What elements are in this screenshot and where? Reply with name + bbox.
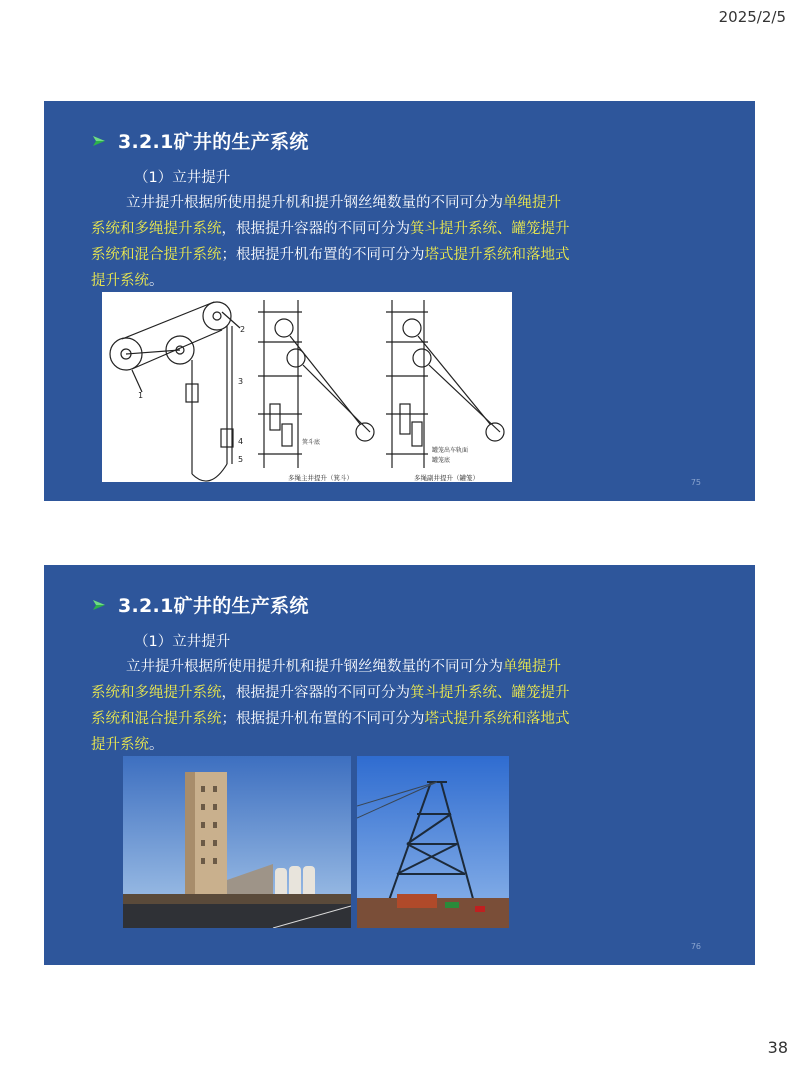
highlight-hoist-rope-types: 单绳提升系统和多绳提升系统 — [91, 659, 561, 701]
highlight-layout-types: 塔式提升系统和落地式提升系统 — [91, 711, 570, 753]
arrow-bullet-icon — [92, 134, 106, 148]
page-number: 38 — [767, 1038, 788, 1057]
highlight-layout-types: 塔式提升系统和落地式提升系统 — [91, 247, 570, 289]
arrow-bullet-icon — [92, 598, 106, 612]
slide-75 — [44, 101, 755, 501]
slide-body: 立井提升根据所使用提升机和提升钢丝绳数量的不同可分为单绳提升系统和多绳提升系统，根据提升容器的不同可分为箕斗提升系统、罐笼提升系统和混合提升系统；根据提升机布置的不同可分为塔式提升系统和落地式提升系统。 — [91, 195, 570, 289]
diagram-note-right-2: 罐笼底 — [432, 457, 451, 464]
diagram-caption-left: 多绳主井提升（箕斗） — [288, 474, 353, 482]
highlight-hoist-rope-types: 单绳提升系统和多绳提升系统 — [91, 195, 561, 237]
tower-hoist-photo — [123, 756, 351, 928]
diagram-note-right-1: 罐笼出车轨面 — [432, 447, 469, 454]
diagram-label-5: 5 — [238, 455, 244, 464]
slide-heading — [92, 127, 309, 154]
diagram-label-1: 1 — [138, 391, 144, 400]
hoisting-system-diagram — [102, 292, 512, 482]
slide-number: 76 — [690, 942, 701, 951]
diagram-caption-right: 多绳副井提升（罐笼） — [414, 474, 479, 482]
highlight-container-types: 箕斗提升系统、罐笼提升系统和混合提升系统 — [91, 221, 570, 263]
slide-subtitle: （1）立井提升 — [134, 634, 231, 650]
highlight-container-types: 箕斗提升系统、罐笼提升系统和混合提升系统 — [91, 685, 570, 727]
headframe-photo — [357, 756, 509, 928]
slide-title: 3.2.1矿井的生产系统 — [118, 131, 309, 153]
slide-number: 75 — [690, 478, 701, 487]
slide-subtitle: （1）立井提升 — [134, 170, 231, 186]
diagram-note-left: 箕斗底 — [302, 439, 321, 446]
slide-body: 立井提升根据所使用提升机和提升钢丝绳数量的不同可分为单绳提升系统和多绳提升系统，根据提升容器的不同可分为箕斗提升系统、罐笼提升系统和混合提升系统；根据提升机布置的不同可分为塔式提升系统和落地式提升系统。 — [91, 659, 570, 753]
slide-heading — [92, 591, 309, 618]
page-date: 2025/2/5 — [718, 8, 786, 26]
diagram-label-4: 4 — [238, 437, 244, 446]
slide-76 — [44, 565, 755, 965]
diagram-label-2: 2 — [240, 325, 246, 334]
diagram-label-3: 3 — [238, 377, 244, 386]
slide-title: 3.2.1矿井的生产系统 — [118, 595, 309, 617]
